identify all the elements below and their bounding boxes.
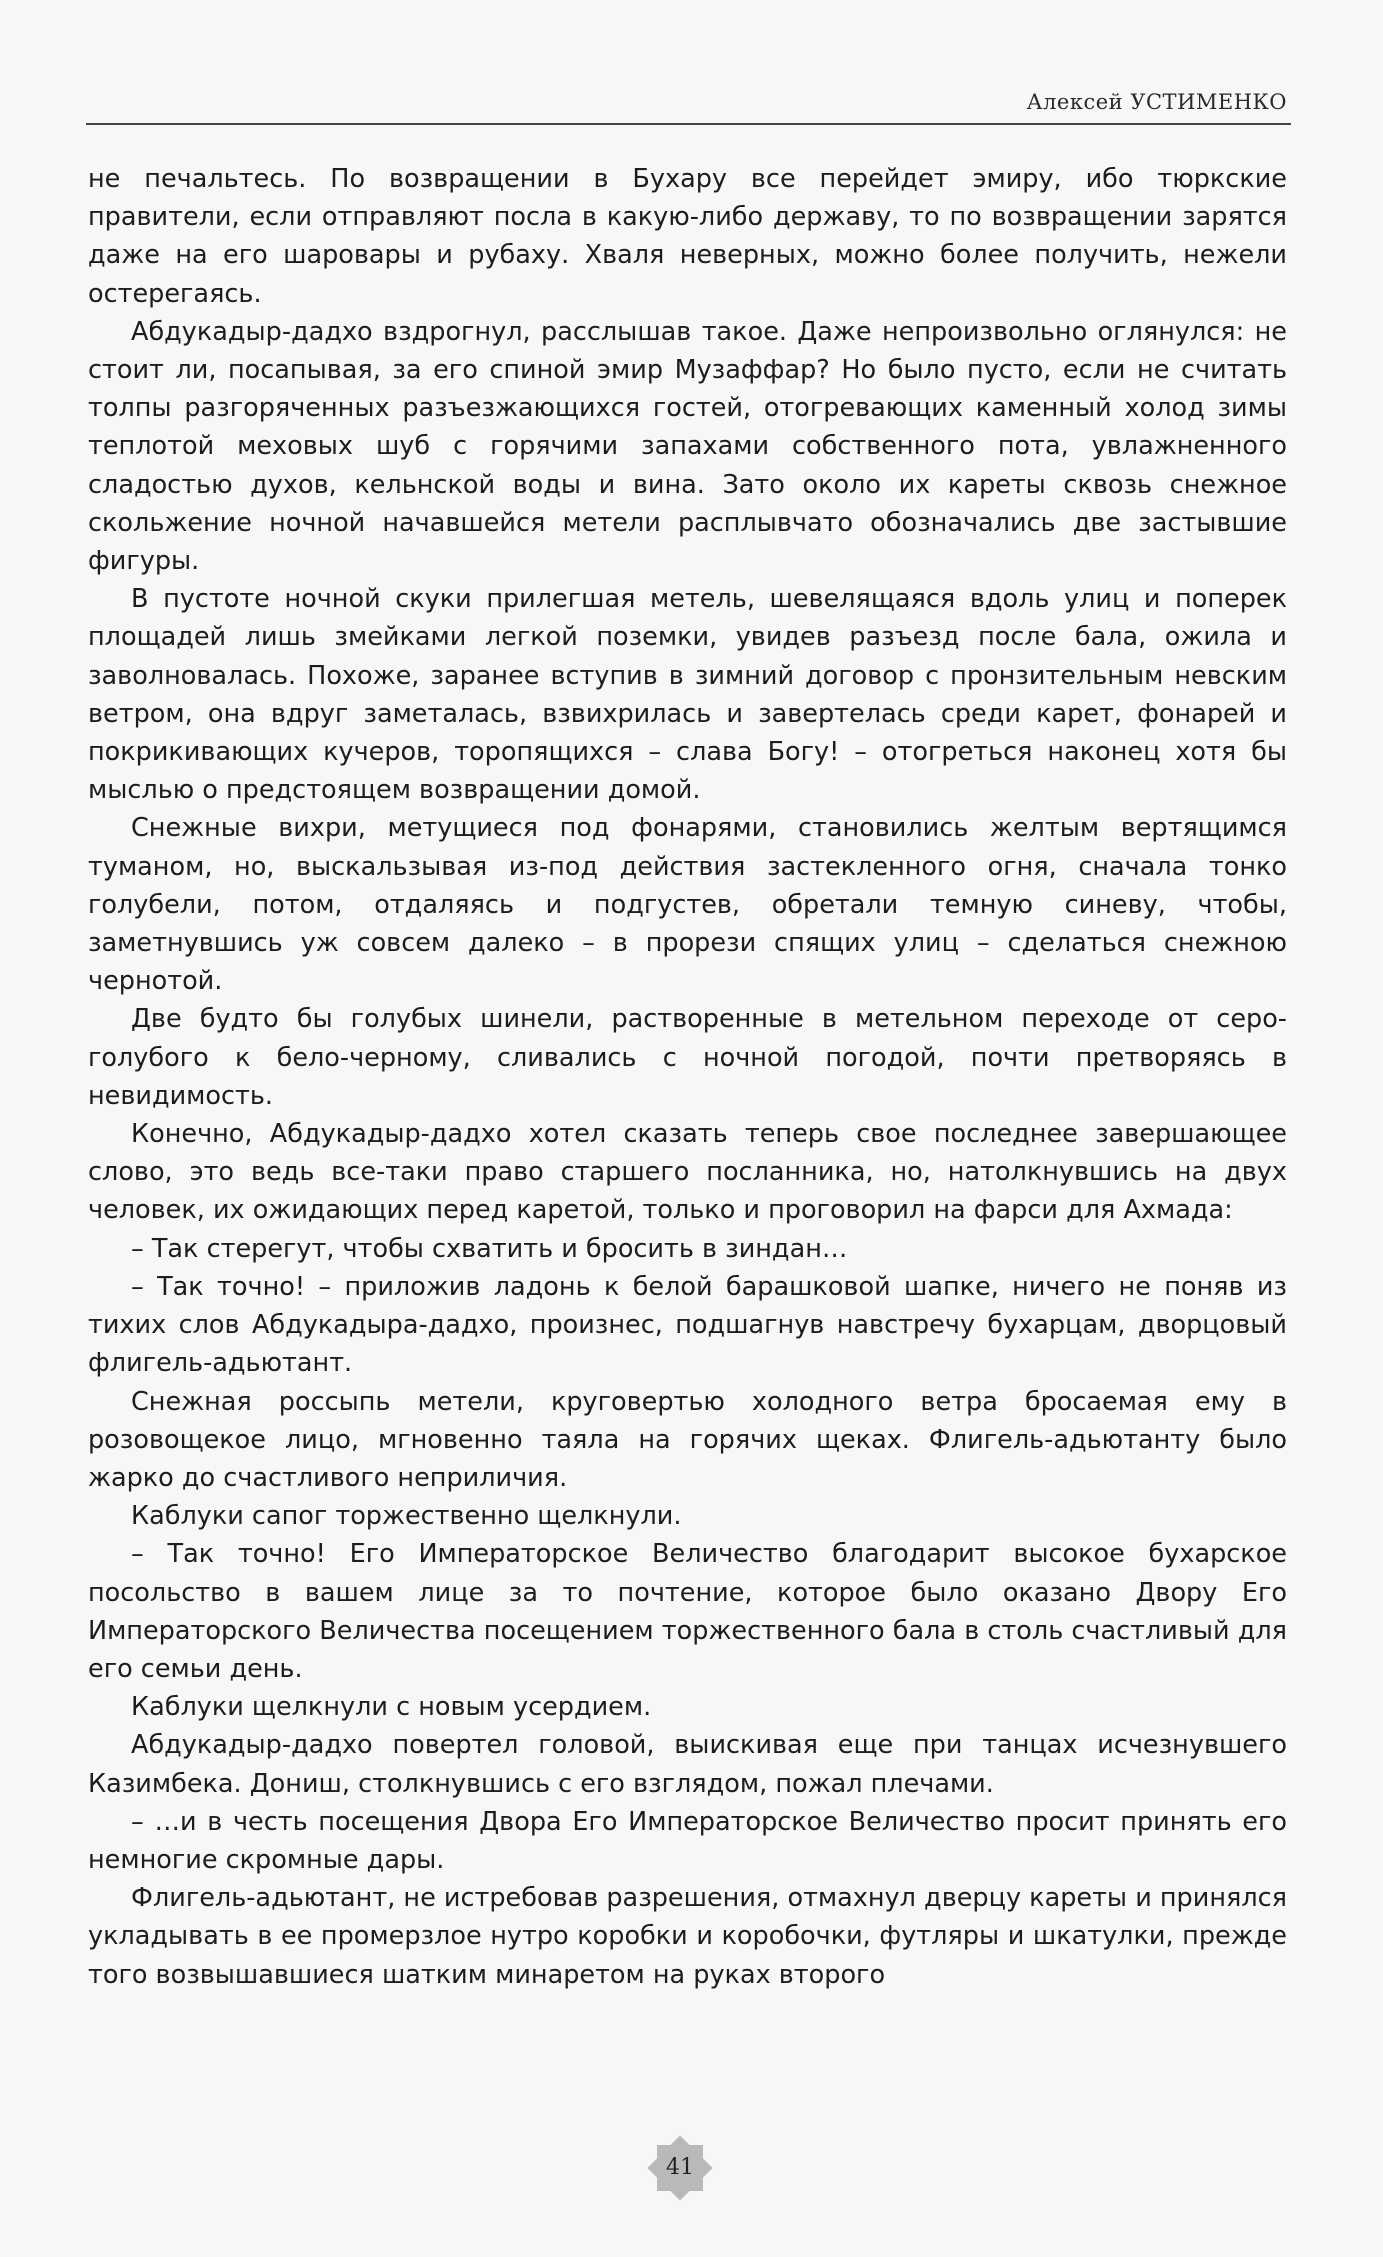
paragraph: Каблуки щелкнули с новым усердием. bbox=[131, 1692, 652, 1723]
dialog-line: – Так точно! Его Императорское Величество благодарит высокое бухарское посольство в вашем лице за то почтение, которое было оказано Двору Его Императорского Величества посещением торжественного бала в столь счастливый для его семьи день. bbox=[88, 1539, 1287, 1684]
paragraph: В пустоте ночной скуки прилегшая метель, шевелящаяся вдоль улиц и поперек площадей лишь змейками легкой поземки, увидев разъезд после бала, ожила и заволновалась. Похоже, заранее вступив в зимний договор с пронзительным невским ветром, она вдруг заметалась, взвихрилась и завертелась среди карет, фонарей и покрикивающих кучеров, торопящихся – слава Богу! – отогреться наконец хотя бы мыслью о предстоящем возвращении домой. bbox=[88, 584, 1287, 806]
paragraph: Конечно, Абдукадыр-дадхо хотел сказать теперь свое последнее завершающее слово, это ведь все-таки право старшего посланника, но, натолкнувшись на двух человек, их ожидающих перед каретой, только и проговорил на фарси для Ахмада: bbox=[88, 1119, 1287, 1226]
body-text bbox=[88, 160, 1287, 1994]
page-number: 41 bbox=[666, 2155, 694, 2180]
dialog-line: – …и в честь посещения Двора Его Императорское Величество просит принять его немногие скромные дары. bbox=[88, 1806, 1287, 1875]
paragraph: Флигель-адьютант, не истребовав разрешения, отмахнул дверцу кареты и принялся укладывать в ее промерзлое нутро коробки и коробочки, футляры и шкатулки, прежде того возвышавшиеся шатким минаретом на руках второго bbox=[88, 1883, 1287, 1990]
page-number-badge bbox=[645, 2133, 715, 2203]
running-head: Алексей УСТИМЕНКО bbox=[1026, 90, 1287, 114]
paragraph: Абдукадыр-дадхо вздрогнул, расслышав такое. Даже непроизвольно оглянулся: не стоит ли, посапывая, за его спиной эмир Музаффар? Но было пусто, если не считать толпы разгоряченных разъезжающихся гостей, отогревающих каменный холод зимы теплотой меховых шуб с горячими запахами собственного пота, увлажненного сладостью духов, кельнской воды и вина. Зато около их кареты сквозь снежное скольжение ночной начавшейся метели расплывчато обозначались две застывшие фигуры. bbox=[88, 316, 1287, 577]
paragraph: не печальтесь. По возвращении в Бухару все перейдет эмиру, ибо тюркские правители, если отправляют посла в какую-либо державу, то по возвращении зарятся даже на его шаровары и рубаху. Хваля неверных, можно более получить, нежели остерегаясь. bbox=[88, 164, 1287, 309]
paragraph: Две будто бы голубых шинели, растворенные в метельном переходе от серо-голубого к бело-черному, сливались с ночной погодой, почти претворяясь в невидимость. bbox=[88, 1004, 1287, 1111]
paragraph: Каблуки сапог торжественно щелкнули. bbox=[131, 1501, 682, 1532]
paragraph: Снежные вихри, метущиеся под фонарями, становились желтым вертящимся туманом, но, выскальзывая из-под действия застекленного огня, сначала тонко голубели, потом, отдаляясь и подгустев, обретали темную синеву, чтобы, заметнувшись уж совсем далеко – в прорези спящих улиц – сделаться снежною чернотой. bbox=[88, 813, 1287, 997]
dialog-line: – Так точно! – приложив ладонь к белой барашковой шапке, ничего не поняв из тихих слов Абдукадыра-дадхо, произнес, подшагнув навстречу бухарцам, дворцовый флигель-адьютант. bbox=[88, 1271, 1287, 1379]
paragraph: Снежная россыпь метели, круговертью холодного ветра бросаемая ему в розовощекое лицо, мгновенно таяла на горячих щеках. Флигель-адьютанту было жарко до счастливого неприличия. bbox=[88, 1386, 1287, 1493]
paragraph: Абдукадыр-дадхо повертел головой, выискивая еще при танцах исчезнувшего Казимбека. Дониш, столкнувшись с его взглядом, пожал плечами. bbox=[88, 1730, 1287, 1799]
header-rule bbox=[86, 123, 1291, 125]
dialog-line: – Так стерегут, чтобы схватить и бросить в зиндан… bbox=[131, 1233, 848, 1264]
